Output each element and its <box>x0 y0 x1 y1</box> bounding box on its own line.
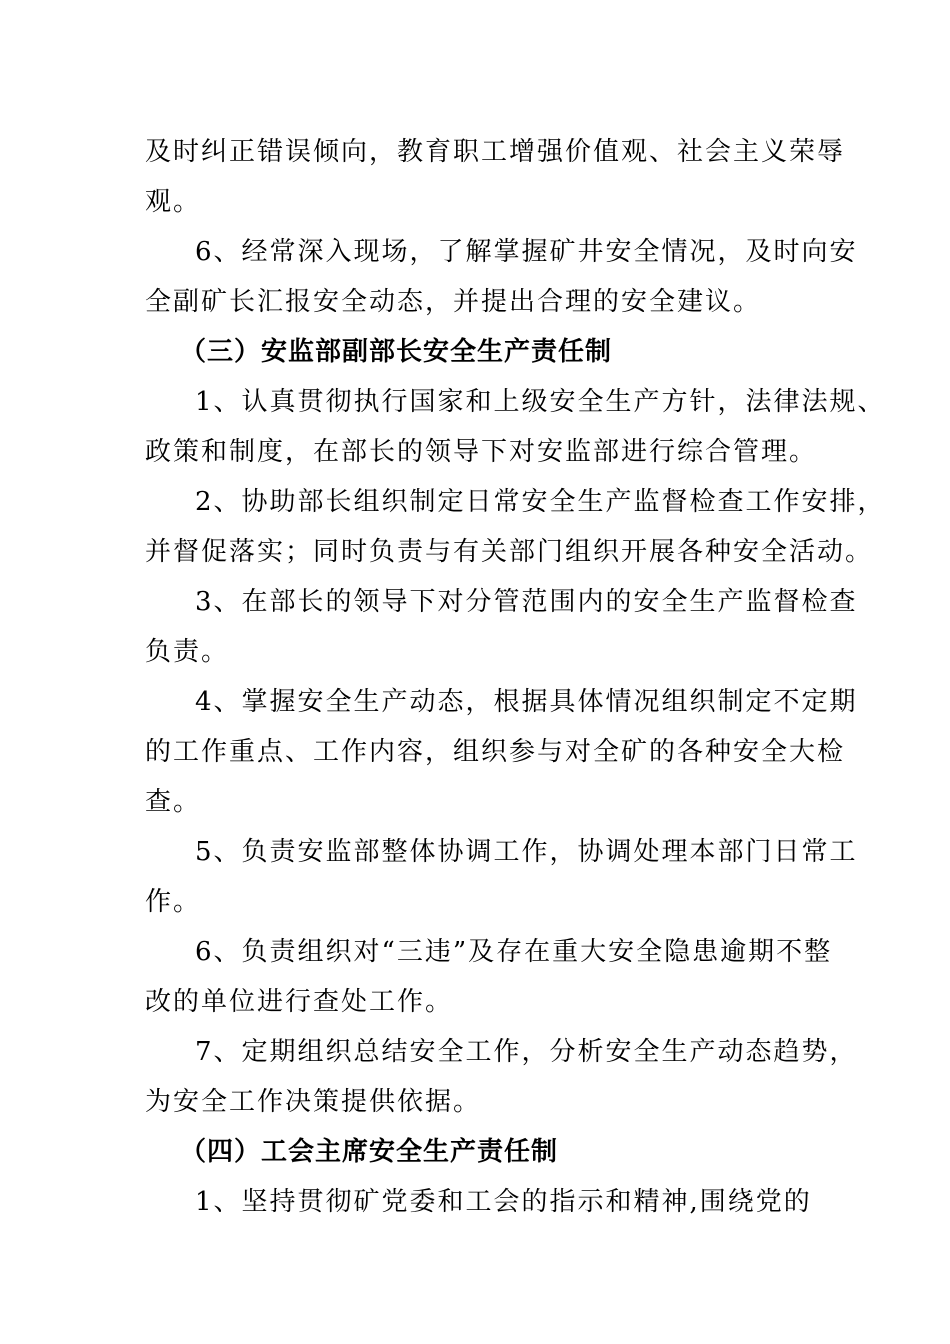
text-line: 观。 <box>145 187 202 217</box>
text-line: 查。 <box>145 787 202 817</box>
section-heading-4: （四）工会主席安全生产责任制 <box>180 1137 559 1167</box>
text-line: 作。 <box>145 887 202 917</box>
text-line: 5、负责安监部整体协调工作，协调处理本部门日常工 <box>195 837 858 867</box>
text-line: 及时纠正错误倾向，教育职工增强价值观、社会主义荣辱 <box>145 137 846 167</box>
text-line: 7、定期组织总结安全工作，分析安全生产动态趋势， <box>195 1037 858 1067</box>
text-line: 的工作重点、工作内容，组织参与对全矿的各种安全大检 <box>145 737 846 767</box>
text-line: 改的单位进行查处工作。 <box>145 987 454 1017</box>
text-line: 负责。 <box>145 637 230 667</box>
text-line: 并督促落实；同时负责与有关部门组织开展各种安全活动。 <box>145 537 874 567</box>
text-line: 2、协助部长组织制定日常安全生产监督检查工作安排， <box>195 487 886 517</box>
text-line: 为安全工作决策提供依据。 <box>145 1087 482 1117</box>
section-heading-3: （三）安监部副部长安全生产责任制 <box>180 337 613 367</box>
text-line: 全副矿长汇报安全动态，并提出合理的安全建议。 <box>145 287 762 317</box>
text-line: 1、坚持贯彻矿党委和工会的指示和精神,围绕党的 <box>195 1187 812 1217</box>
text-line: 1、认真贯彻执行国家和上级安全生产方针，法律法规、 <box>195 387 886 417</box>
text-line: 4、掌握安全生产动态，根据具体情况组织制定不定期 <box>195 687 858 717</box>
text-line: 政策和制度，在部长的领导下对安监部进行综合管理。 <box>145 437 818 467</box>
text-line: 6、负责组织对“三违”及存在重大安全隐患逾期不整 <box>195 937 833 967</box>
text-line: 3、在部长的领导下对分管范围内的安全生产监督检查 <box>195 587 858 617</box>
text-line: 6、经常深入现场，了解掌握矿井安全情况，及时向安 <box>195 237 858 267</box>
